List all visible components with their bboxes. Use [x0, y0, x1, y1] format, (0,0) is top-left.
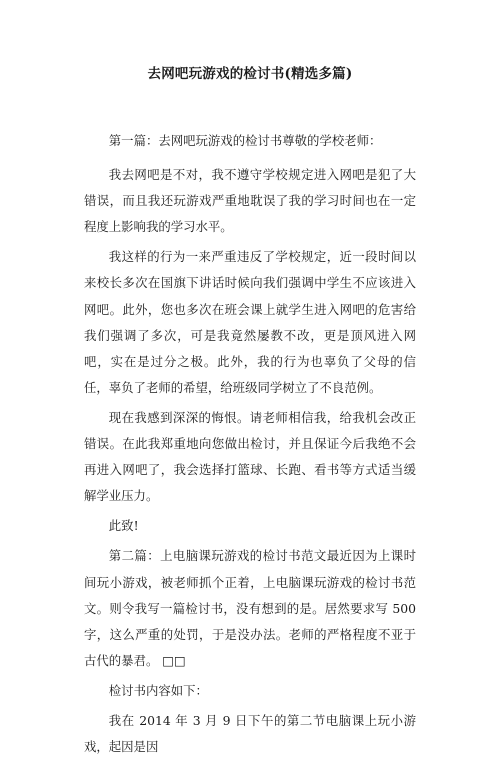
paragraph-7: 检讨书内容如下： [108, 682, 208, 698]
paragraph-2: 我去网吧是不对，我不遵守学校规定进入网吧是犯了大错误，而且我还玩游戏严重地耽误了我的学习时间也在一定程度上影响我的学习水平。 [84, 167, 416, 235]
paragraph-5: 此致! [108, 518, 139, 534]
document-title: 去网吧玩游戏的检讨书(精选多篇) [147, 66, 353, 82]
paragraph-1: 第一篇：去网吧玩游戏的检讨书尊敬的学校老师： [108, 133, 382, 148]
paragraph-8: 我在 2014 年 3 月 9 日下午的第二节电脑课上玩小游戏，起因是因 [84, 712, 416, 755]
paragraph-4: 现在我感到深深的悔恨。请老师相信我，给我机会改正错误。在此我郑重地向您做出检讨，并且保证今后我绝不会再进入网吧了，我会选择打篮球、长跑、看书等方式适当缓解学业压力。 [84, 409, 416, 504]
paragraph-3: 我这样的行为一来严重违反了学校规定，近一段时间以来校长多次在国旗下讲话时候向我们强调中学生不应该进入网吧。此外，您也多次在班会课上就学生进入网吧的危害给我们强调了多次，可是我竟然屡教不改，更是顶风进入网吧，实在是过分之极。此外，我的行为也辜负了父母的信任，辜负了老师的希望，给班级同学树立了不良范例。 [84, 249, 416, 395]
paragraph-6: 第二篇：上电脑课玩游戏的检讨书范文最近因为上课时间玩小游戏，被老师抓个正着，上电脑课玩游戏的检讨书范文。则令我写一篇检讨书，没有想到的是。居然要求写 500 字，这么严重的处罚，于是没办法。老师的严格程度不亚于古代的暴君。 □□ [84, 548, 416, 668]
